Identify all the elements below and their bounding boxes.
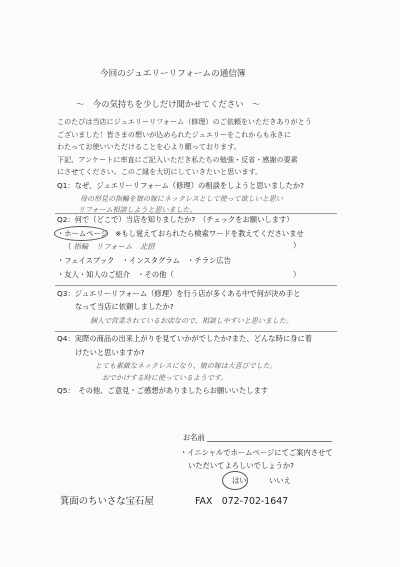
q3-answer: 個人で営業されているお店なので、相談しやすいと思いました。 <box>90 317 293 325</box>
q2-option-homepage-label: ・ホームページ ※もし覚えておられたら検索ワードを教えてくださいませ <box>57 229 304 238</box>
q2-options-row2[interactable]: ・フェイスブック ・インスタグラム ・チラシ広告 <box>57 256 231 265</box>
q4-question-line2: けたいと思いますか? <box>75 348 145 357</box>
q1-question: Q1：なぜ、ジュエリーリフォーム（修理）の相談をしようと思いましたか? <box>57 181 305 190</box>
intro-line: 下記、アンケートに率直にご記入いただき私たちの勉強・反省・感謝の要素 <box>57 154 298 164</box>
q4-question-line1: Q4：実際の商品の出来上がりを見ていかがでしたか?また、どんな時に身に着 <box>57 334 313 343</box>
selection-circle <box>54 226 108 241</box>
fax-number: FAX 072-702-1647 <box>195 496 289 507</box>
paren-close: ） <box>293 270 301 279</box>
name-field-line[interactable] <box>207 441 332 442</box>
paren-close: ） <box>293 241 301 250</box>
intro-line: にさせてください。このご縁を大切にしていきたいと思います。 <box>57 167 263 177</box>
q2-search-words-row <box>64 241 155 252</box>
divider <box>55 285 337 286</box>
divider <box>55 331 337 332</box>
consent-no-option[interactable]: いいえ <box>269 476 291 485</box>
page-title: 今回のジュエリーリフォームの通信簿 <box>100 69 246 79</box>
paren-open: （ <box>64 242 72 251</box>
intro-line: ございました！皆さまの想いが込められたジュエリーをこれからも永きに <box>57 129 291 139</box>
q2-search-words: 指輪 リフォーム 北摂 <box>73 242 155 251</box>
intro-line: このたびは当店にジュエリーリフォーム（修理）のご依頼をいただきありがとう <box>57 117 312 126</box>
shop-name: 箕面のちいさな宝石屋 <box>60 496 154 507</box>
q2-question: Q2：何で（どこで）当店を知りましたか? （チェックをお願いします） <box>57 215 294 224</box>
q3-question-line2: なって当店に依頼しましたか? <box>75 302 174 311</box>
q5-question: Q5： その他、ご意見・ご感想がありましたらお願いいたします <box>57 386 269 395</box>
q1-answer-line1: 母の形見の指輪を娘の嫁にネックレスとして使って欲しいと思い <box>80 195 283 203</box>
q1-answer-line2: リフォーム相談しようと思いました。 <box>78 206 197 214</box>
consent-question-line1: ・イニシャルでホームページにてご案内させて <box>180 448 333 457</box>
page-subtitle: 〜 今の気持ちを少しだけ聞かせてください 〜 <box>76 99 261 109</box>
q2-options-row3[interactable]: ・友人・知人のご紹介 ・その他（ <box>57 270 174 279</box>
q4-answer-line2: おでかけする時に使っているようです。 <box>102 374 228 382</box>
divider <box>55 213 337 214</box>
q4-answer-line1: とても素敵なネックレスになり、娘の嫁は大喜びでした。 <box>95 362 277 370</box>
selection-circle <box>222 471 248 490</box>
consent-question-line2: いただいてよろしいでしょうか? <box>188 461 295 470</box>
q3-question-line1: Q3：ジュエリーリフォーム（修理）を行う店が多くある中で何が決め手と <box>57 289 301 298</box>
intro-line: わたってお使いいただけることを心より願っております。 <box>57 142 241 152</box>
name-label: お名前 <box>183 433 205 442</box>
consent-yes-option[interactable]: はい <box>232 476 247 485</box>
intro-paragraph <box>57 116 312 179</box>
